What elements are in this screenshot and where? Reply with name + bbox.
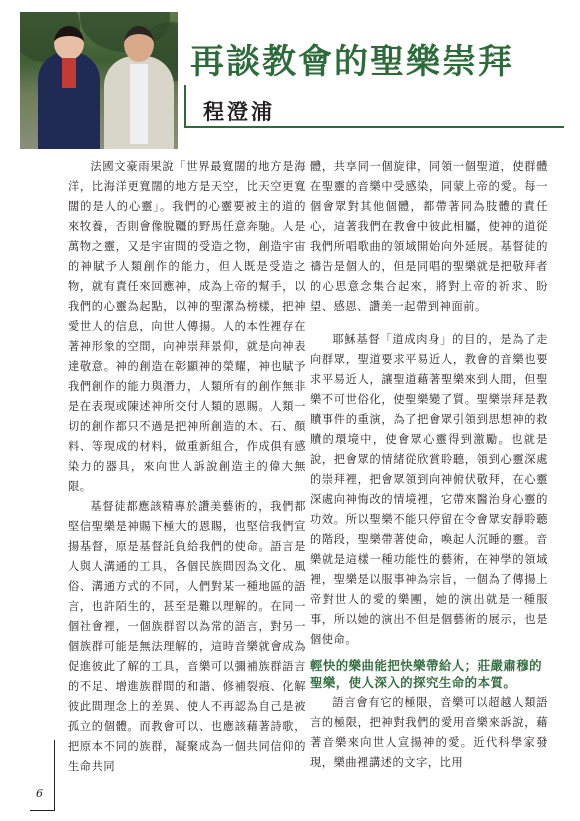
footer-rule-horizontal <box>30 810 55 811</box>
author-name: 程澄浦 <box>203 99 275 124</box>
title-frame-horizontal <box>184 126 564 128</box>
author-photo <box>20 12 178 149</box>
page-number: 6 <box>36 787 43 800</box>
section-subheading: 輕快的樂曲能把快樂帶給人；莊嚴肅穆的聖樂，使人深入的探究生命的本質。 <box>310 658 543 690</box>
paragraph: 基督徒都應該精專於讚美藝術的，我們都堅信聖樂是神賜下極大的恩賜，也堅信我們宣揚基督，原是基督託負給我們的使命。語言是人與人溝通的工具，各個民族間因為文化、風俗、溝通方式的不同，人們對某一種地區的語言，也許陌生的，甚至是難以理解的。在同一個社會裡，一個族群習以為常的語言，對另一個族群可能是無法理解的，這時音樂就會成為促進彼此了解的工具，音樂可以彌補族群語言的不足、增進族群間的和諧、修補裂痕、化解彼此間理念上的差異、使人不再認為自己是被孤立的個體。而教會可以、也應該藉著詩歌，把原本不同的族群，凝聚成為一個共同信仰的生命共同 <box>68 500 306 773</box>
paragraph: 語言會有它的極限，音樂可以超越人類語言的極限，把神對我們的愛用音樂來訴說，藉著音樂來向世人宣揚神的愛。近代科學家發現，樂曲裡講述的文字，比用 <box>310 696 548 769</box>
article-title: 再談教會的聖樂崇拜 <box>190 42 514 82</box>
left-column <box>68 157 306 777</box>
man-figure <box>104 56 174 149</box>
paragraph: 法國文豪雨果說「世界最寬闊的地方是海洋，比海洋更寬闊的地方是天空，比天空更寬闊的是人的心靈」。我們的心靈要被主的道的來牧養，否則會像脫韁的野馬任意奔馳。人是萬物之靈，又是宇宙間的受造之物，創造宇宙的神賦予人類創作的能力，但人既是受造之物，就有責任來回應神，成為上帝的幫手，以我們的心靈為起點，以神的聖潔為榜樣，把神愛世人的信息，向世人傳揚。人的本性裡存在著神形象的空間，向神崇拜景仰，就是向神表達敬意。神的創造在彰顯神的榮耀，神也賦予我們創作的能力與潛力，人類所有的創作無非是在表現或陳述神所交付人類的恩賜。人類一切的創作都只不過是把神所創造的木、石、顏料、等現成的材料，做重新組合，作成俱有感染力的器具，來向世人訴說創造主的偉大無限。 <box>68 160 306 493</box>
woman-figure <box>38 52 100 149</box>
paragraph: 體，共享同一個旋律，同領一個聖道，使群體在聖靈的音樂中受感染，同蒙上帝的愛。每一個會眾對其他個體，都帶著同為肢體的責任心，這著我們在教會中彼此相屬，使神的道從我們所唱歌曲的領域開始向外延展。基督徒的禱告是個人的，但是同唱的聖樂就是把敬拜者的心思意念集合起來，將對上帝的祈求、盼望、感恩、讚美一起帶到神面前。 <box>310 160 548 313</box>
right-column <box>310 157 548 773</box>
footer-rule-vertical <box>54 740 55 810</box>
paragraph: 耶穌基督「道成肉身」的目的，是為了走向群眾，聖道要求平易近人，教會的音樂也要求平易近人，讓聖道藉著聖樂來到人間，但聖樂不可世俗化，使聖樂變了質。聖樂崇拜是教贖事件的重演，為了把會眾引領到思想神的救贖的環境中，使會眾心靈得到激勵。也就是說，把會眾的情緒從欣賞聆聽，領到心靈深處的崇拜裡，把會眾領到向神俯伏敬拜，在心靈深處向神悔改的情境裡，它帶來醫治身心靈的功效。所以聖樂不能只停留在令會眾安靜聆聽的階段，聖樂帶著使命，喚起人沉睡的靈。音樂就是這樣一種功能性的藝術，在神學的領域裡，聖樂是以服事神為宗旨，一個為了傳揚上帝對世人的愛的樂團，她的演出就是一種服事，所以她的演出不但是個藝術的展示，也是個使命。 <box>310 333 548 646</box>
title-frame-vertical <box>184 85 186 127</box>
